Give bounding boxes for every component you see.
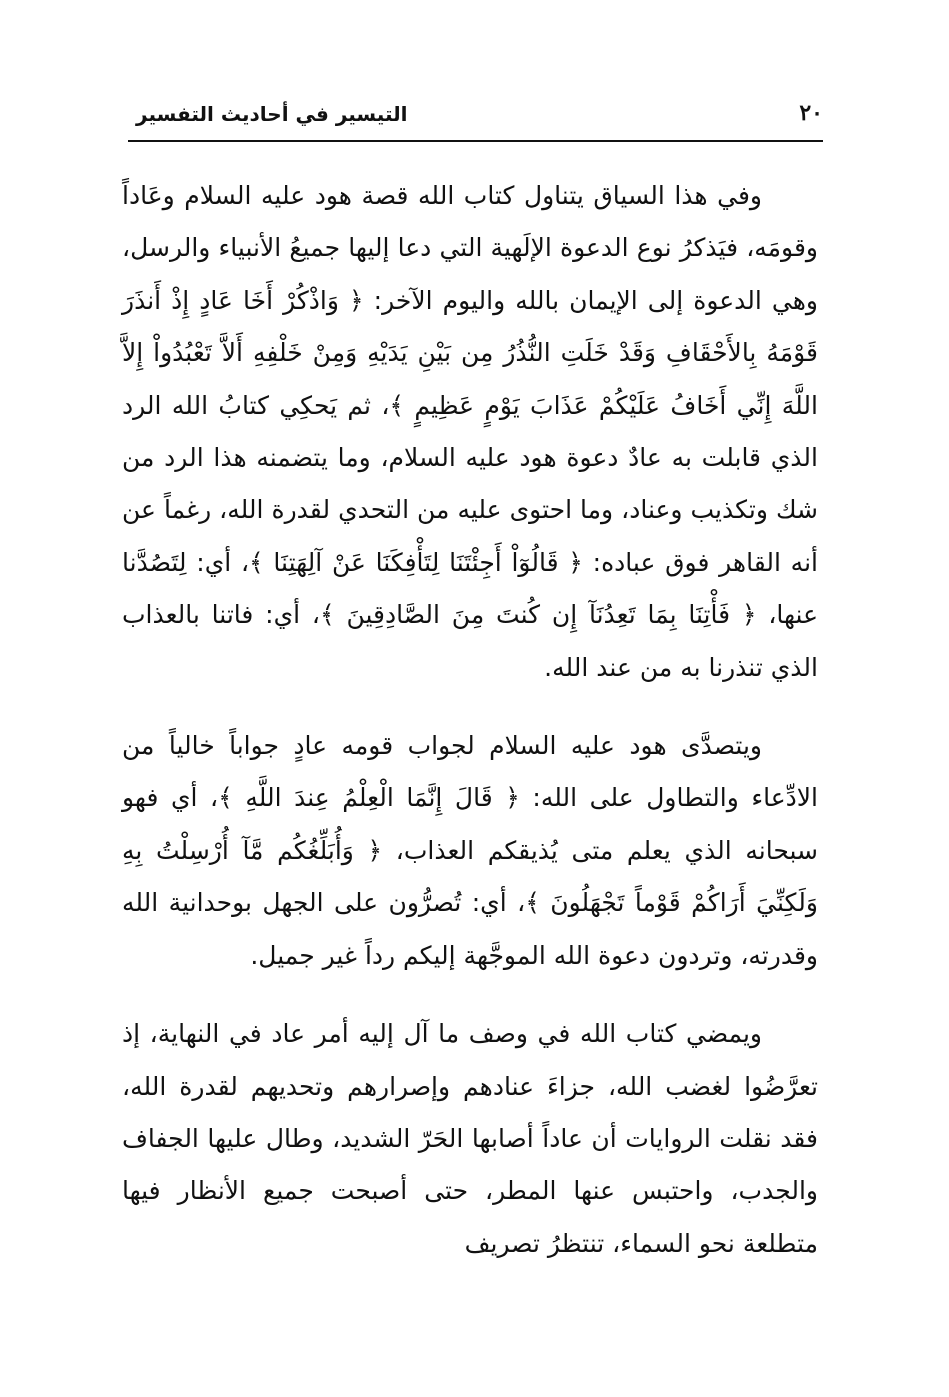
paragraph-3: ويمضي كتاب الله في وصف ما آل إليه أمر عاد في النهاية، إذ تعرَّضُوا لغضب الله، جزاءَ عنادهم وإصرارهم وتحديهم لقدرة الله، فقد نقلت الروايات أن عاداً أصابها الحَرّ الشديد، وطال عليها الجفاف والجدب، واحتبس عنها المطر، حتى أصبحت جميع الأنظار فيها متطلعة نحو السماء، تنتظرُ تصريف: [122, 1019, 818, 1258]
paragraph-1: وفي هذا السياق يتناول كتاب الله قصة هود عليه السلام وعَاداً وقومَه، فيَذكرُ نوع الدعوة الإلَهية التي دعا إليها جميعُ الأنبياء والرسل، وهي الدعوة إلى الإيمان بالله واليوم الآخر: ﴿ وَاذْكُرْ أَخَا عَادٍ إِذْ أَنذَرَ قَوْمَهُ بِالأَحْقَافِ وَقَدْ خَلَتِ النُّذُرُ مِن بَيْنِ يَدَيْهِ وَمِنْ خَلْفِهِ أَلاَّ تَعْبُدُواْ إِلاَّ اللَّهَ إِنِّي أَخَافُ عَلَيْكُمْ عَذَابَ يَوْمٍ عَظِيمٍ ﴾، ثم يَحكِي كتابُ الله الرد الذي قابلت به عادٌ دعوة هود عليه السلام، وما يتضمنه هذا الرد من شك وتكذيب وعناد، وما احتوى عليه من التحدي لقدرة الله، رغماً عن أنه القاهر فوق عباده: ﴿ قَالُوٓاْ أَجِئْتَنَا لِتَأْفِكَنَا عَنْ آلِهَتِنَا ﴾، أي: لِتَصُدَّنا عنها، ﴿ فَأْتِنَا بِمَا تَعِدُنَآ إِن كُنتَ مِنَ الصَّادِقِينَ ﴾، أي: فاتنا بالعذاب الذي تنذرنا به من عند الله.: [122, 181, 818, 682]
running-header: [128, 92, 823, 142]
body-text: [122, 170, 818, 1270]
paragraph-2: ويتصدَّى هود عليه السلام لجواب قومه عادٍ جواباً خالياً من الادِّعاء والتطاول على الله: ﴿ قَالَ إِنَّمَا الْعِلْمُ عِندَ اللَّهِ ﴾، أي فهو سبحانه الذي يعلم متى يُذيقكم العذاب، ﴿ وَأُبَلِّغُكُم مَّآ أُرْسِلْتُ بِهِ وَلَكِنِّيَ أَرَاكُمْ قَوْماً تَجْهَلُونَ ﴾، أي: تُصرُّون على الجهل بوحدانية الله وقدرته، وتردون دعوة الله الموجَّهة إليكم رداً غير جميل.: [122, 731, 818, 970]
book-title: التيسير في أحاديث التفسير: [136, 102, 408, 126]
page-number: ٢٠: [799, 100, 823, 126]
